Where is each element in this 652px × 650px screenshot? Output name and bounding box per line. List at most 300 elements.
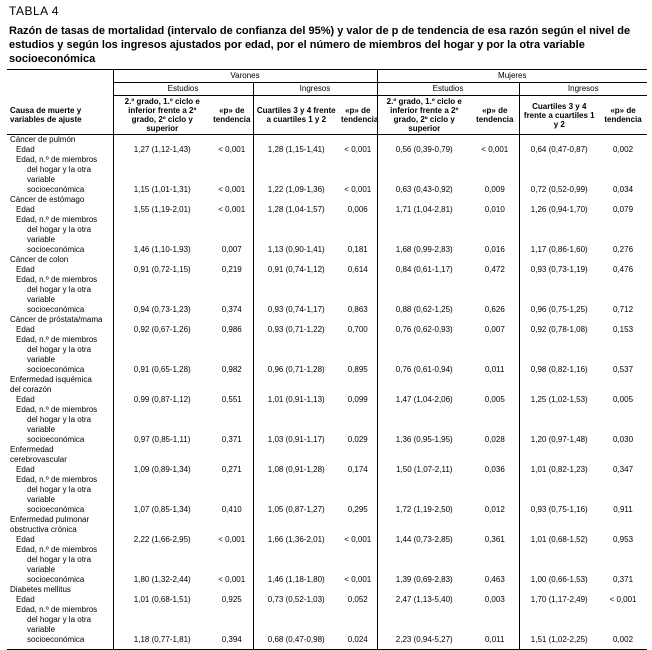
value-women-studies-rr: 0,76 (0,61-0,94)	[377, 365, 471, 375]
adjust-label: Edad, n.º de miembros	[16, 605, 98, 614]
empty-cell	[113, 375, 211, 385]
value-women-studies-rr: 1,39 (0,69-2,83)	[377, 575, 471, 585]
empty-cell	[253, 555, 339, 565]
empty-cell	[113, 615, 211, 625]
empty-cell	[339, 355, 377, 365]
value-women-income-rr: 1,00 (0,66-1,53)	[519, 575, 599, 585]
empty-cell	[339, 335, 377, 345]
table-row	[7, 625, 647, 635]
empty-cell	[519, 155, 599, 165]
empty-cell	[519, 425, 599, 435]
value-men-studies-p: 0,374	[221, 305, 242, 314]
empty-cell	[339, 445, 377, 455]
value-men-income-rr: 1,08 (0,91-1,28)	[253, 465, 339, 475]
table-row	[7, 395, 647, 405]
adjust-label-age: Edad	[16, 595, 35, 604]
value-men-income-rr: 0,68 (0,47-0,98)	[253, 635, 339, 645]
value-men-income-p: 0,181	[347, 245, 368, 254]
empty-cell	[211, 515, 253, 525]
empty-cell	[377, 385, 471, 395]
empty-cell	[471, 225, 519, 235]
value-men-income-p: 0,174	[347, 465, 368, 474]
empty-cell	[471, 165, 519, 175]
subheader-men-income: Ingresos	[253, 83, 377, 96]
empty-cell	[253, 135, 339, 146]
empty-cell	[211, 525, 253, 535]
adjust-label-age: Edad	[16, 205, 35, 214]
empty-cell	[599, 385, 647, 395]
value-women-studies-rr: 1,44 (0,73-2,85)	[377, 535, 471, 545]
empty-cell	[253, 165, 339, 175]
empty-cell	[519, 355, 599, 365]
adjust-label: del hogar y la otra	[27, 415, 92, 424]
value-women-studies-rr: 0,63 (0,43-0,92)	[377, 185, 471, 195]
table-row	[7, 175, 647, 185]
empty-cell	[599, 565, 647, 575]
adjust-label: variable	[27, 425, 56, 434]
empty-cell	[599, 485, 647, 495]
value-men-studies-rr: 1,27 (1,12-1,43)	[113, 145, 211, 155]
empty-cell	[211, 425, 253, 435]
empty-cell	[599, 155, 647, 165]
rule-cell	[471, 645, 519, 650]
empty-cell	[599, 605, 647, 615]
empty-cell	[253, 625, 339, 635]
empty-cell	[253, 225, 339, 235]
header-empty-cell	[7, 83, 113, 96]
empty-cell	[519, 445, 599, 455]
empty-cell	[253, 495, 339, 505]
empty-cell	[113, 385, 211, 395]
table-row	[7, 635, 647, 645]
value-women-studies-p: 0,012	[484, 505, 505, 514]
empty-cell	[519, 295, 599, 305]
empty-cell	[339, 565, 377, 575]
empty-cell	[377, 225, 471, 235]
value-men-studies-rr: 0,97 (0,85-1,11)	[113, 435, 211, 445]
empty-cell	[377, 525, 471, 535]
subheader-women-income: Ingresos	[519, 83, 647, 96]
value-men-income-rr: 1,28 (1,15-1,41)	[253, 145, 339, 155]
empty-cell	[253, 445, 339, 455]
empty-cell	[211, 315, 253, 325]
cause-name: obstructiva crónica	[10, 525, 77, 534]
table-row	[7, 415, 647, 425]
adjust-label: socioeconómica	[27, 505, 85, 514]
value-men-studies-p: < 0,001	[218, 535, 246, 544]
value-women-studies-p: 0,626	[484, 305, 505, 314]
table-row	[7, 285, 647, 295]
value-women-studies-p: 0,011	[485, 365, 505, 374]
table-row	[7, 355, 647, 365]
empty-cell	[377, 625, 471, 635]
empty-cell	[253, 475, 339, 485]
table-row	[7, 425, 647, 435]
value-women-income-p: 0,276	[613, 245, 634, 254]
value-men-income-p: 0,052	[347, 595, 368, 604]
empty-cell	[519, 385, 599, 395]
empty-cell	[471, 455, 519, 465]
table-row	[7, 505, 647, 515]
table-row	[7, 195, 647, 205]
empty-cell	[377, 585, 471, 595]
value-men-income-p: 0,895	[347, 365, 368, 374]
empty-cell	[599, 195, 647, 205]
empty-cell	[113, 565, 211, 575]
value-women-studies-p: 0,011	[485, 635, 505, 644]
value-men-studies-rr: 0,92 (0,67-1,26)	[113, 325, 211, 335]
value-men-studies-rr: 0,99 (0,87-1,12)	[113, 395, 211, 405]
table-row	[7, 155, 647, 165]
empty-cell	[211, 165, 253, 175]
empty-cell	[211, 135, 253, 146]
empty-cell	[471, 295, 519, 305]
value-men-income-rr: 0,91 (0,74-1,12)	[253, 265, 339, 275]
value-women-income-p: 0,153	[613, 325, 634, 334]
empty-cell	[471, 425, 519, 435]
adjust-label-age: Edad	[16, 325, 35, 334]
table-row	[7, 555, 647, 565]
empty-cell	[113, 195, 211, 205]
empty-cell	[211, 155, 253, 165]
empty-cell	[253, 415, 339, 425]
empty-cell	[211, 275, 253, 285]
table-row	[7, 565, 647, 575]
value-women-studies-p: 0,472	[484, 265, 505, 274]
empty-cell	[471, 525, 519, 535]
value-men-income-p: < 0,001	[344, 575, 372, 584]
empty-cell	[599, 545, 647, 555]
empty-cell	[599, 165, 647, 175]
empty-cell	[599, 335, 647, 345]
adjust-label-age: Edad	[16, 395, 35, 404]
empty-cell	[211, 405, 253, 415]
value-men-studies-p: 0,007	[221, 245, 242, 254]
table-row	[7, 475, 647, 485]
empty-cell	[471, 605, 519, 615]
adjust-label: socioeconómica	[27, 575, 85, 584]
empty-cell	[519, 345, 599, 355]
empty-cell	[377, 405, 471, 415]
value-men-studies-p: < 0,001	[218, 575, 246, 584]
empty-cell	[519, 555, 599, 565]
empty-cell	[519, 615, 599, 625]
cause-name: cerebrovascular	[10, 455, 67, 464]
empty-cell	[471, 155, 519, 165]
value-women-income-rr: 1,26 (0,94-1,70)	[519, 205, 599, 215]
table-row	[7, 235, 647, 245]
value-women-income-p: 0,034	[613, 185, 634, 194]
empty-cell	[339, 525, 377, 535]
adjust-label: Edad, n.º de miembros	[16, 275, 98, 284]
empty-cell	[377, 555, 471, 565]
empty-cell	[253, 455, 339, 465]
value-women-income-rr: 1,20 (0,97-1,48)	[519, 435, 599, 445]
empty-cell	[519, 545, 599, 555]
value-women-studies-rr: 1,68 (0,99-2,83)	[377, 245, 471, 255]
value-men-studies-p: 0,371	[221, 435, 242, 444]
empty-cell	[113, 495, 211, 505]
empty-cell	[339, 285, 377, 295]
empty-cell	[211, 175, 253, 185]
empty-cell	[377, 255, 471, 265]
value-men-income-rr: 1,46 (1,18-1,80)	[253, 575, 339, 585]
table-row	[7, 535, 647, 545]
empty-cell	[599, 455, 647, 465]
value-men-studies-p: 0,410	[221, 505, 242, 514]
empty-cell	[471, 375, 519, 385]
empty-cell	[599, 525, 647, 535]
empty-cell	[377, 135, 471, 146]
table-row	[7, 435, 647, 445]
empty-cell	[471, 565, 519, 575]
empty-cell	[471, 255, 519, 265]
table-bottom-rule	[7, 645, 647, 650]
table-row	[7, 495, 647, 505]
rule-cell	[599, 645, 647, 650]
empty-cell	[599, 215, 647, 225]
adjust-label: variable	[27, 355, 56, 364]
value-men-studies-p: 0,982	[221, 365, 242, 374]
table-row	[7, 215, 647, 225]
empty-cell	[471, 545, 519, 555]
table-row	[7, 515, 647, 525]
empty-cell	[253, 155, 339, 165]
empty-cell	[253, 195, 339, 205]
empty-cell	[377, 235, 471, 245]
value-women-income-p: 0,002	[613, 635, 634, 644]
empty-cell	[339, 415, 377, 425]
adjust-label: Edad, n.º de miembros	[16, 155, 98, 164]
empty-cell	[471, 515, 519, 525]
value-men-studies-rr: 0,91 (0,72-1,15)	[113, 265, 211, 275]
value-women-income-rr: 0,92 (0,78-1,08)	[519, 325, 599, 335]
empty-cell	[211, 385, 253, 395]
empty-cell	[211, 565, 253, 575]
adjust-label: Edad, n.º de miembros	[16, 475, 98, 484]
empty-cell	[377, 545, 471, 555]
empty-cell	[113, 605, 211, 615]
value-women-studies-p: 0,036	[484, 465, 505, 474]
value-men-studies-p: 0,219	[221, 265, 242, 274]
empty-cell	[339, 425, 377, 435]
value-men-income-rr: 1,22 (1,09-1,36)	[253, 185, 339, 195]
col-header-women-studies-p: «p» de tendencia	[471, 96, 519, 135]
subheader-men-studies: Estudios	[113, 83, 253, 96]
empty-cell	[377, 165, 471, 175]
rule-cell	[211, 645, 253, 650]
cause-name: del corazón	[10, 385, 52, 394]
empty-cell	[211, 195, 253, 205]
empty-cell	[339, 515, 377, 525]
empty-cell	[519, 135, 599, 146]
empty-cell	[113, 405, 211, 415]
empty-cell	[339, 165, 377, 175]
empty-cell	[599, 295, 647, 305]
empty-cell	[113, 235, 211, 245]
empty-cell	[519, 375, 599, 385]
empty-cell	[253, 235, 339, 245]
adjust-label: del hogar y la otra	[27, 555, 92, 564]
adjust-label: variable	[27, 295, 56, 304]
empty-cell	[599, 225, 647, 235]
empty-cell	[471, 585, 519, 595]
rule-cell	[113, 645, 211, 650]
rule-cell	[7, 645, 113, 650]
rule-cell	[519, 645, 599, 650]
adjust-label: Edad, n.º de miembros	[16, 545, 98, 554]
empty-cell	[253, 355, 339, 365]
table-row	[7, 165, 647, 175]
empty-cell	[211, 335, 253, 345]
empty-cell	[253, 385, 339, 395]
value-women-studies-rr: 1,47 (1,04-2,06)	[377, 395, 471, 405]
empty-cell	[339, 195, 377, 205]
empty-cell	[253, 335, 339, 345]
empty-cell	[519, 315, 599, 325]
header-empty-cell	[7, 70, 113, 83]
value-women-income-p: 0,347	[613, 465, 634, 474]
cause-name: Cáncer de pulmón	[10, 135, 76, 144]
empty-cell	[211, 485, 253, 495]
empty-cell	[113, 525, 211, 535]
empty-cell	[211, 415, 253, 425]
cause-name: Diabetes mellitus	[10, 585, 71, 594]
empty-cell	[113, 515, 211, 525]
empty-cell	[211, 235, 253, 245]
empty-cell	[519, 605, 599, 615]
table-row	[7, 545, 647, 555]
value-men-studies-p: 0,925	[221, 595, 242, 604]
empty-cell	[339, 555, 377, 565]
adjust-label: variable	[27, 175, 56, 184]
value-women-studies-rr: 0,56 (0,39-0,79)	[377, 145, 471, 155]
empty-cell	[377, 455, 471, 465]
empty-cell	[519, 485, 599, 495]
empty-cell	[253, 585, 339, 595]
value-women-studies-p: 0,361	[484, 535, 505, 544]
empty-cell	[599, 585, 647, 595]
table-row	[7, 145, 647, 155]
value-women-income-rr: 0,72 (0,52-0,99)	[519, 185, 599, 195]
adjust-label: variable	[27, 565, 56, 574]
value-men-studies-rr: 0,94 (0,73-1,23)	[113, 305, 211, 315]
empty-cell	[339, 405, 377, 415]
value-men-income-rr: 1,28 (1,04-1,57)	[253, 205, 339, 215]
value-men-income-rr: 1,66 (1,36-2,01)	[253, 535, 339, 545]
adjust-label: Edad, n.º de miembros	[16, 215, 98, 224]
empty-cell	[253, 515, 339, 525]
value-women-studies-p: 0,463	[484, 575, 505, 584]
col-header-women-studies-rr: 2.º grado, 1.º ciclo e inferior frente a 2º grado, 2º ciclo y superior	[377, 96, 471, 135]
table-row	[7, 305, 647, 315]
value-women-income-rr: 1,25 (1,02-1,53)	[519, 395, 599, 405]
empty-cell	[599, 475, 647, 485]
table-row	[7, 385, 647, 395]
empty-cell	[211, 455, 253, 465]
value-women-income-p: < 0,001	[609, 595, 637, 604]
group-header-men: Varones	[113, 70, 377, 83]
empty-cell	[377, 565, 471, 575]
empty-cell	[113, 455, 211, 465]
empty-cell	[599, 275, 647, 285]
value-men-studies-rr: 1,46 (1,10-1,93)	[113, 245, 211, 255]
table-row	[7, 585, 647, 595]
empty-cell	[471, 285, 519, 295]
value-women-studies-p: 0,010	[484, 205, 505, 214]
empty-cell	[377, 445, 471, 455]
empty-cell	[377, 485, 471, 495]
value-men-income-p: 0,295	[347, 505, 368, 514]
value-men-studies-p: 0,551	[221, 395, 242, 404]
empty-cell	[599, 415, 647, 425]
empty-cell	[253, 175, 339, 185]
value-women-income-p: 0,030	[613, 435, 634, 444]
empty-cell	[339, 385, 377, 395]
empty-cell	[339, 235, 377, 245]
value-men-studies-rr: 1,80 (1,32-2,44)	[113, 575, 211, 585]
document-page	[7, 0, 647, 650]
value-men-studies-p: 0,986	[221, 325, 242, 334]
empty-cell	[377, 355, 471, 365]
empty-cell	[519, 475, 599, 485]
empty-cell	[599, 355, 647, 365]
value-men-income-p: 0,029	[347, 435, 368, 444]
col-header-men-studies-rr: 2.º grado, 1.º ciclo e inferior frente a 2º grado, 2º ciclo y superior	[113, 96, 211, 135]
table-row	[7, 375, 647, 385]
adjust-label: del hogar y la otra	[27, 225, 92, 234]
value-men-income-rr: 1,05 (0,87-1,27)	[253, 505, 339, 515]
table-row	[7, 575, 647, 585]
empty-cell	[377, 605, 471, 615]
table-row	[7, 405, 647, 415]
value-men-studies-rr: 1,55 (1,19-2,01)	[113, 205, 211, 215]
empty-cell	[113, 425, 211, 435]
empty-cell	[339, 475, 377, 485]
empty-cell	[339, 615, 377, 625]
table-row	[7, 445, 647, 455]
empty-cell	[339, 135, 377, 146]
value-men-studies-rr: 1,18 (0,77-1,81)	[113, 635, 211, 645]
empty-cell	[113, 315, 211, 325]
empty-cell	[377, 275, 471, 285]
empty-cell	[339, 315, 377, 325]
empty-cell	[471, 195, 519, 205]
empty-cell	[471, 275, 519, 285]
empty-cell	[113, 545, 211, 555]
empty-cell	[339, 495, 377, 505]
adjust-label: del hogar y la otra	[27, 615, 92, 624]
empty-cell	[113, 135, 211, 146]
empty-cell	[113, 475, 211, 485]
value-men-studies-p: < 0,001	[218, 185, 246, 194]
empty-cell	[599, 495, 647, 505]
empty-cell	[519, 235, 599, 245]
value-women-income-rr: 0,93 (0,73-1,19)	[519, 265, 599, 275]
cause-name: Cáncer de colon	[10, 255, 69, 264]
empty-cell	[519, 225, 599, 235]
empty-cell	[253, 485, 339, 495]
empty-cell	[339, 545, 377, 555]
empty-cell	[113, 275, 211, 285]
empty-cell	[519, 335, 599, 345]
cause-name: Cáncer de estómago	[10, 195, 85, 204]
empty-cell	[471, 415, 519, 425]
empty-cell	[253, 605, 339, 615]
empty-cell	[377, 475, 471, 485]
table-row	[7, 225, 647, 235]
empty-cell	[471, 405, 519, 415]
